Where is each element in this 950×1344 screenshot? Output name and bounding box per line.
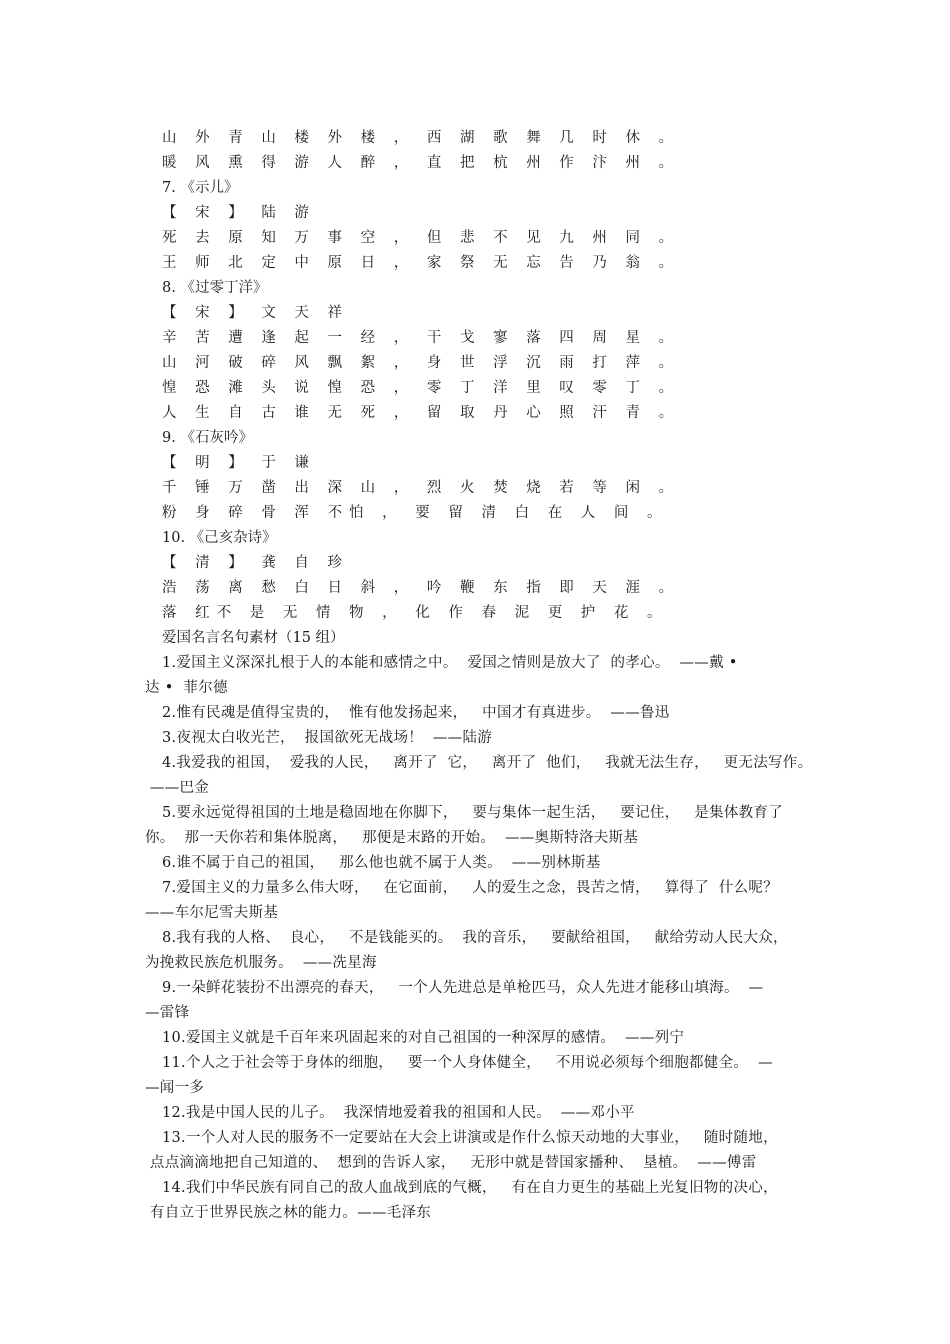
- quote-line: 你。 那一天你若和集体脱离， 那便是末路的开始。 ——奥斯特洛夫斯基: [145, 830, 639, 846]
- poem-author: 【 宋 】 陆 游: [162, 205, 316, 221]
- quote-line: 5.要永远觉得祖国的土地是稳固地在你脚下， 要与集体一起生活， 要记住， 是集体教育了: [162, 805, 784, 821]
- text-line: 落 红不 是 无 情 物 ， 化 作 春 泥 更 护 花 。: [162, 605, 669, 621]
- text-line: 山 河 破 碎 风 飘 絮 ， 身 世 浮 沉 雨 打 萍 。: [162, 355, 681, 371]
- quote-line: 点点滴滴地把自己知道的、 想到的告诉人家， 无形中就是替国家播种、 垦植。 ——傅雷: [145, 1155, 757, 1171]
- quote-line: 1.爱国主义深深扎根于人的本能和感情之中。 爱国之情则是放大了 的孝心。 ——戴 •: [162, 655, 738, 671]
- quote-line: ——巴金: [145, 780, 210, 796]
- quote-line: 11.个人之于社会等于身体的细胞， 要一个人身体健全， 不用说必须每个细胞都健全。 —: [162, 1055, 773, 1071]
- quote-line: 13.一个人对人民的服务不一定要站在大会上讲演或是作什么惊天动地的大事业， 随时随地，: [162, 1130, 778, 1146]
- text-line: 山 外 青 山 楼 外 楼 ， 西 湖 歌 舞 几 时 休 。: [162, 130, 681, 146]
- quote-line: 达 • 菲尔德: [145, 680, 228, 696]
- quote-line: 9.一朵鲜花装扮不出漂亮的春天， 一个人先进总是单枪匹马，众人先进才能移山填海。 —: [162, 980, 764, 996]
- quote-line: 6.谁不属于自己的祖国， 那么他也就不属于人类。 ——别林斯基: [162, 855, 601, 871]
- text-line: 粉 身 碎 骨 浑 不怕 ， 要 留 清 白 在 人 间 。: [162, 505, 669, 521]
- quote-line: 为挽救民族危机服务。 ——冼星海: [145, 955, 377, 971]
- text-line: 惶 恐 滩 头 说 惶 恐 ， 零 丁 洋 里 叹 零 丁 。: [162, 380, 681, 396]
- quote-line: 4.我爱我的祖国， 爱我的人民， 离开了 它， 离开了 他们， 我就无法生存， 更无法写作。: [162, 755, 813, 771]
- quote-line: 8.我有我的人格、 良心， 不是钱能买的。 我的音乐， 要献给祖国， 献给劳动人民大众，: [162, 930, 788, 946]
- poem-author: 【 清 】 龚 自 珍: [162, 555, 350, 571]
- text-line: 人 生 自 古 谁 无 死 ， 留 取 丹 心 照 汗 青 。: [162, 405, 681, 421]
- quote-line: —闻一多: [145, 1080, 205, 1096]
- text-line: 千 锤 万 凿 出 深 山 ， 烈 火 焚 烧 若 等 闲 。: [162, 480, 681, 496]
- poem-title: 7. 《示儿》: [162, 180, 239, 196]
- text-line: 死 去 原 知 万 事 空 ， 但 悲 不 见 九 州 同 。: [162, 230, 681, 246]
- text-line: 辛 苦 遭 逢 起 一 经 ， 干 戈 寥 落 四 周 星 。: [162, 330, 681, 346]
- poem-title: 8. 《过零丁洋》: [162, 280, 268, 296]
- quote-line: 12.我是中国人民的儿子。 我深情地爱着我的祖国和人民。 ——邓小平: [162, 1105, 635, 1121]
- poem-title: 9. 《石灰吟》: [162, 430, 253, 446]
- quote-line: ——车尔尼雪夫斯基: [145, 905, 279, 921]
- quote-line: 10.爱国主义就是千百年来巩固起来的对自己祖国的一种深厚的感情。 ——列宁: [162, 1030, 685, 1046]
- poem-title: 10. 《己亥杂诗》: [162, 530, 277, 546]
- quote-line: 2.惟有民魂是值得宝贵的， 惟有他发扬起来， 中国才有真进步。 ——鲁迅: [162, 705, 670, 721]
- poem-author: 【 明 】 于 谦: [162, 455, 316, 471]
- quote-line: —雷锋: [145, 1005, 190, 1021]
- quote-line: 3.夜视太白收光芒， 报国欲死无战场！ ——陆游: [162, 730, 493, 746]
- section-heading: 爱国名言名句素材（15 组）: [162, 630, 345, 646]
- quote-line: 14.我们中华民族有同自己的敌人血战到底的气概， 有在自力更生的基础上光复旧物的决心，: [162, 1180, 778, 1196]
- quote-line: 7.爱国主义的力量多么伟大呀， 在它面前， 人的爱生之念，畏苦之情， 算得了 什么呢？: [162, 880, 779, 896]
- text-line: 王 师 北 定 中 原 日 ， 家 祭 无 忘 告 乃 翁 。: [162, 255, 681, 271]
- quote-line: 有自立于世界民族之林的能力。——毛泽东: [145, 1205, 432, 1221]
- text-line: 浩 荡 离 愁 白 日 斜 ， 吟 鞭 东 指 即 天 涯 。: [162, 580, 681, 596]
- text-line: 暖 风 熏 得 游 人 醉 ， 直 把 杭 州 作 汴 州 。: [162, 155, 681, 171]
- poem-author: 【 宋 】 文 天 祥: [162, 305, 350, 321]
